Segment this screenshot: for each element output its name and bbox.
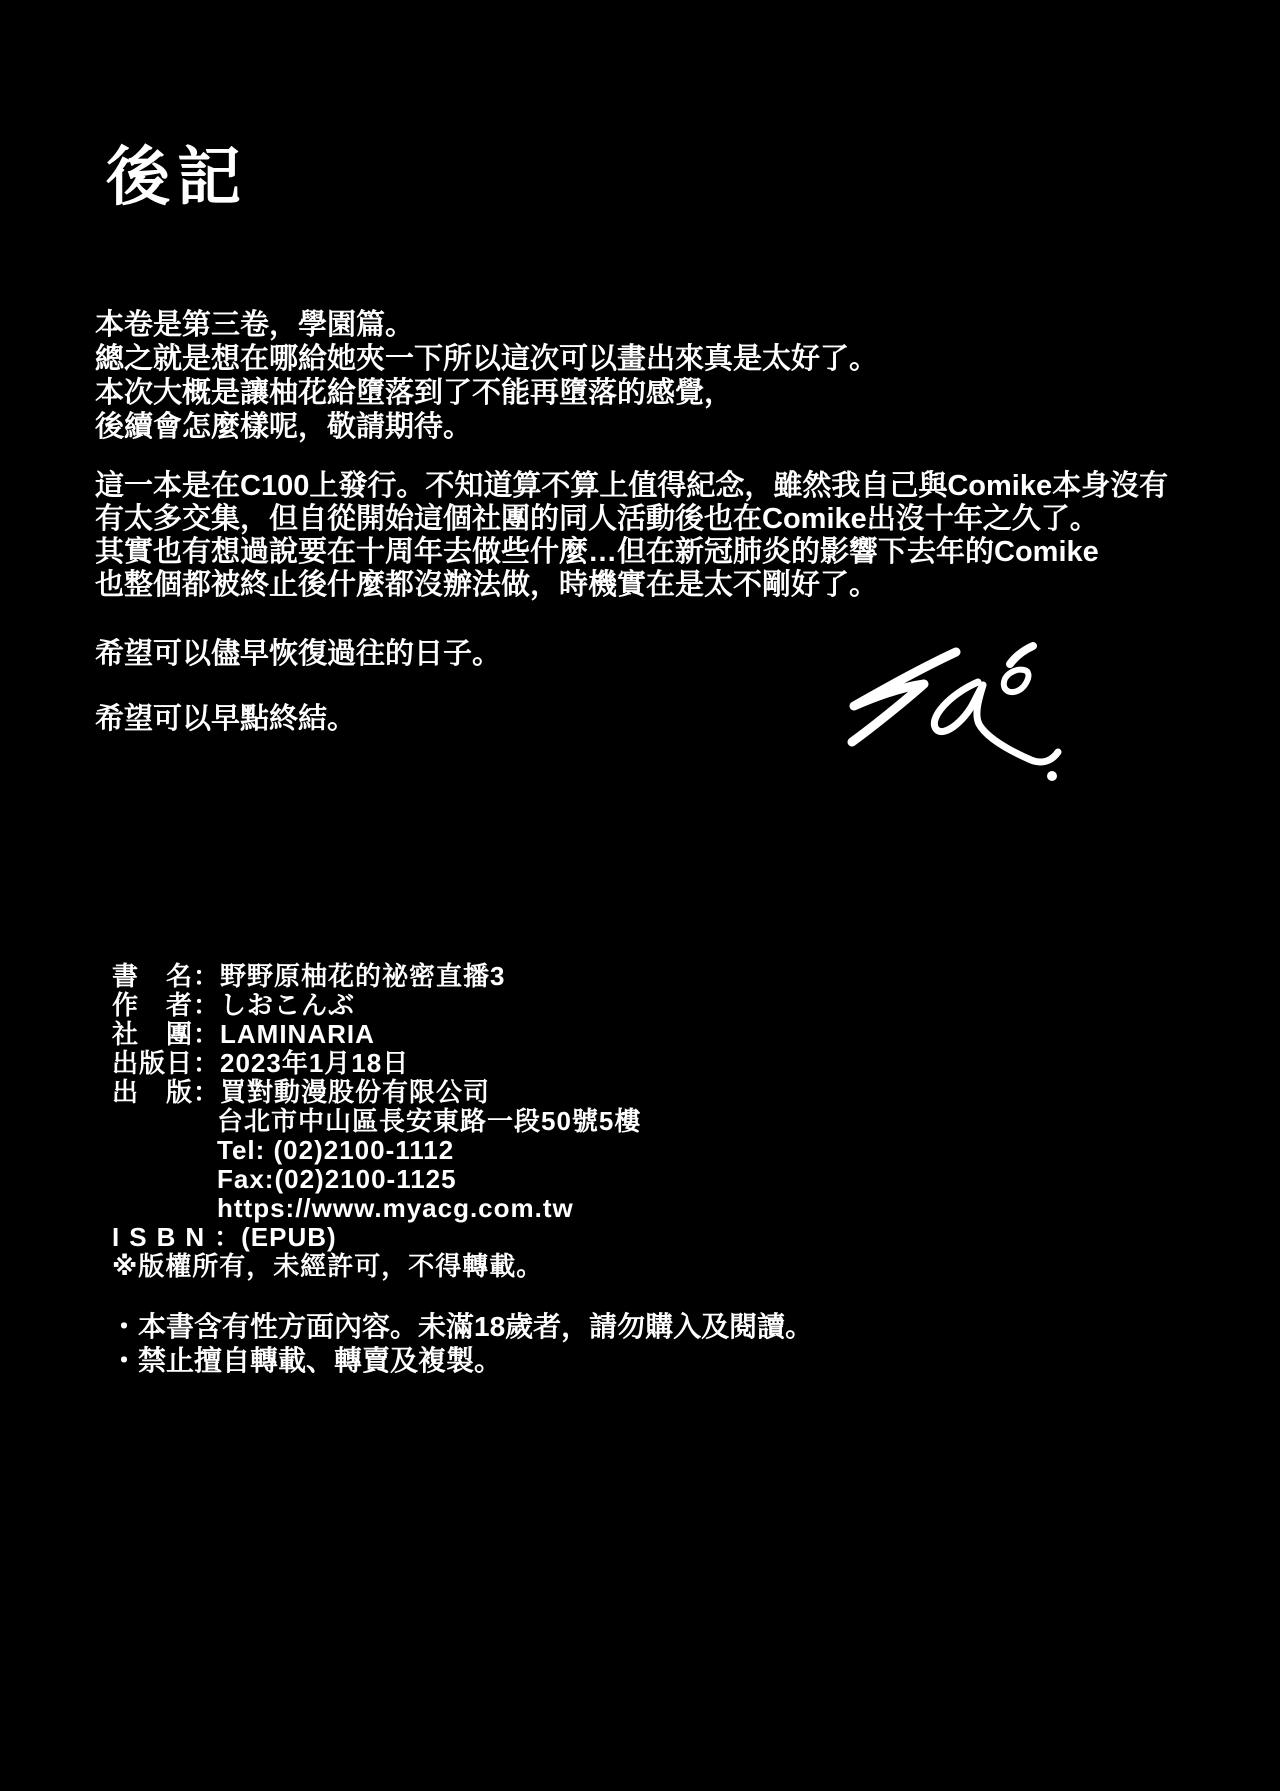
artist-signature	[838, 638, 1073, 796]
publisher-address: 台北市中山區長安東路一段50號5樓	[217, 1106, 642, 1136]
text-line: 本次大概是讓柚花給墮落到了不能再墮落的感覺，	[95, 377, 734, 409]
publisher-url: https://www.myacg.com.tw	[217, 1193, 574, 1223]
warning-adult-content: ・本書含有性方面內容。未滿18歲者，請勿購入及閱讀。	[110, 1311, 814, 1342]
signature-scio-icon	[838, 638, 1073, 796]
hope-line-2: 希望可以早點終結。	[95, 703, 357, 735]
copyright-note: ※版權所有，未經許可，不得轉載。	[112, 1251, 544, 1281]
colophon-row-publish-date: 出版日：2023年1月18日	[112, 1048, 410, 1078]
text-line: 這一本是在C100上發行。不知道算不算上值得紀念，雖然我自己與Comike本身沒有	[95, 470, 1169, 502]
colophon-row-book-title: 書 名：野野原柚花的祕密直播3	[112, 961, 506, 991]
text-line: 有太多交集，但自從開始這個社團的同人活動後也在Comike出沒十年之久了。	[95, 503, 1099, 535]
hope-line-1: 希望可以儘早恢復過往的日子。	[95, 638, 502, 670]
text-line: 總之就是想在哪給她夾一下所以這次可以畫出來真是太好了。	[95, 343, 879, 375]
text-line: 也整個都被終止後什麼都沒辦法做，時機實在是太不剛好了。	[95, 569, 879, 601]
isbn-value: ：(EPUB)	[214, 1222, 337, 1252]
colophon	[112, 962, 641, 1281]
colophon-row-author: 作 者：しおこんぶ	[112, 990, 356, 1020]
text-line: 本卷是第三卷，學園篇。	[95, 309, 415, 341]
publisher-tel: Tel: (02)2100-1112	[217, 1135, 455, 1165]
publisher-fax: Fax:(02)2100-1125	[217, 1164, 457, 1194]
colophon-row-circle: 社 團：LAMINARIA	[112, 1019, 375, 1049]
warning-no-reproduction: ・禁止擅自轉載、轉賣及複製。	[110, 1345, 503, 1376]
text-line: 其實也有想過說要在十周年去做些什麼…但在新冠肺炎的影響下去年的Comike	[95, 536, 1099, 568]
afterword-paragraph-1	[95, 308, 878, 444]
warnings	[110, 1310, 813, 1378]
isbn-label: ISBN	[112, 1222, 215, 1252]
afterword-paragraph-2	[95, 470, 1168, 602]
text-line: 後續會怎麼樣呢，敬請期待。	[95, 411, 473, 443]
colophon-row-isbn	[112, 1223, 641, 1252]
page-title: 後記	[106, 141, 248, 213]
colophon-row-publisher: 出 版：買對動漫股份有限公司	[112, 1077, 491, 1107]
